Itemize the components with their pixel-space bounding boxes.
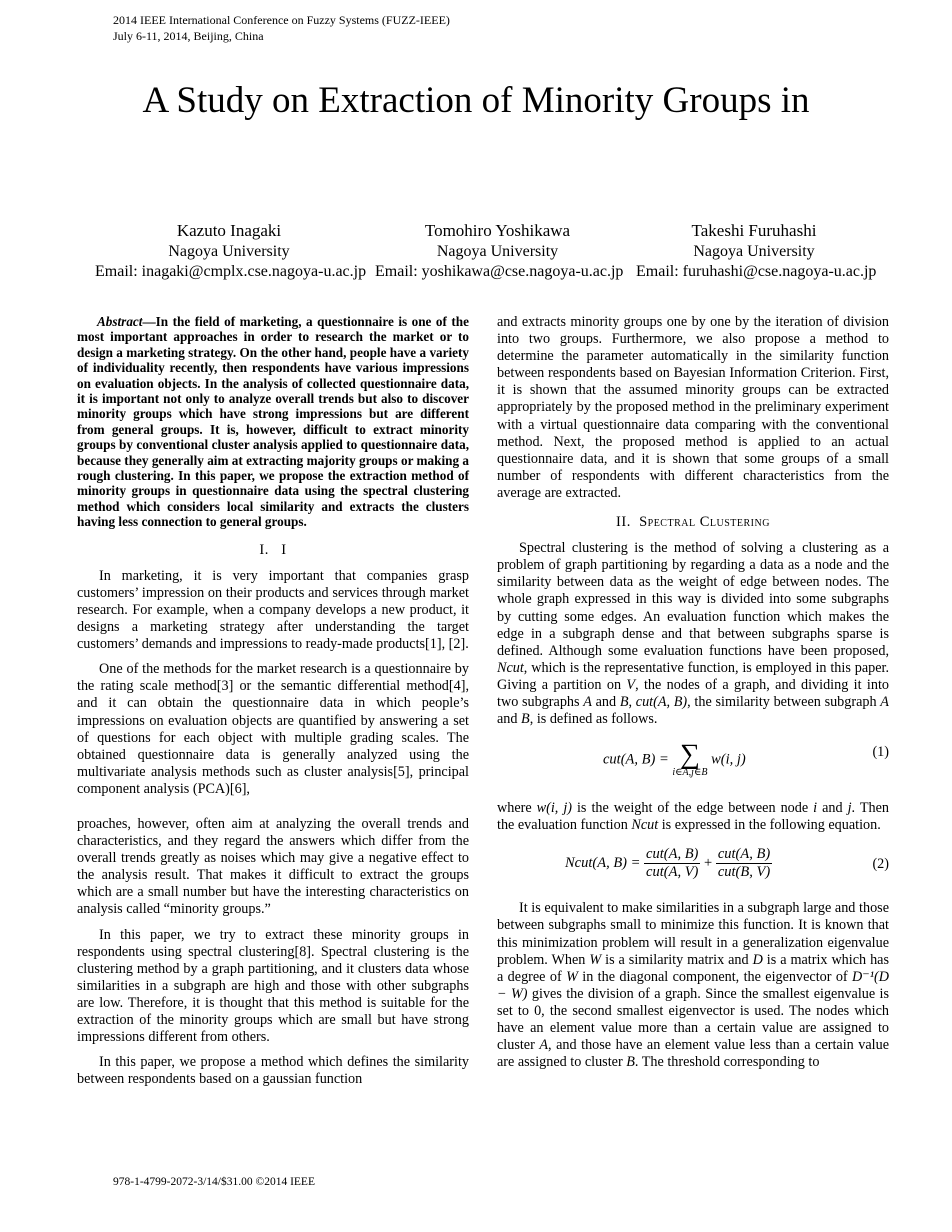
section-1-heading — [77, 542, 469, 559]
eq1-rhs: w(i, j) — [711, 751, 746, 768]
author-email: Email: yoshikawa@cse.nagoya-u.ac.jp — [375, 263, 624, 280]
section-title: I — [281, 541, 287, 558]
author-email: Email: furuhashi@cse.nagoya-u.ac.jp — [636, 263, 877, 280]
paper-title: A Study on Extraction of Minority Groups in — [142, 80, 810, 121]
author-email: Email: inagaki@cmplx.cse.nagoya-u.ac.jp — [95, 263, 367, 280]
author-affiliation: Nagoya University — [693, 243, 815, 260]
equation-2: Ncut(A, B) = $\frac{\text{cut(A, B)}}{\text{cut(A, V)}}$ + $\frac{\text{cut(A, B)}}{\text{cut(B, V)}}$ (2) — [565, 846, 889, 881]
abstract-text: —In the field of marketing, a questionnaire is one of the most important approaches in order to research the market or to design a marketing strategy. On the other hand, people have a variety of individuality recently, then respondents have various impressions on evaluation objects. In the analysis of collected questionnaire data, it is important not only to analyze overall trends but also to discover minority groups which have strong impressions but are different from general groups. It is, however, difficult to extract minority groups by conventional cluster analysis applied to questionnaire data, because they generally aim at extracting majority groups or making a rough clustering. In this paper, we propose the extraction method of minority groups in questionnaire data using the spectral clustering method which considers local similarity and extracts the clusters having less connection to general groups. — [77, 314, 469, 530]
copyright-footer: 978-1-4799-2072-3/14/$31.00 ©2014 IEEE — [113, 1176, 315, 1188]
paragraph: One of the methods for the market research is a questionnaire by the rating scale method[3] or the semantic differential method[4], and it can obtain the questionnaire data in which people’s impressions on evaluation objects are quantified by answering a set of questions for each object with multiple grading scales. The obtained questionnaire data is generally analyzed using the multivariate analysis methods such as cluster analysis[5], principal component analysis (PCA)[6], — [77, 661, 469, 797]
conference-name: 2014 IEEE International Conference on Fuzzy Systems (FUZZ-IEEE) — [113, 13, 450, 27]
paragraph: It is equivalent to make similarities in a subgraph large and those between subgraphs small to minimize this function. It is known that this minimization problem will result in a generalization eigenvalue problem. When W is a similarity matrix and D is a matrix which has a degree of W in the diagonal component, the eigenvector of D⁻¹(D − W) gives the division of a graph. Since the smallest eigenvalue is set to 0, the second smallest eigenvector is used. The nodes which have an element value more than a certain value are assigned to cluster A, and those have an element value less than a certain value are assigned to cluster B. The threshold corresponding to — [497, 900, 890, 1071]
author-3 — [636, 220, 877, 282]
abstract — [77, 314, 469, 530]
right-column — [497, 314, 889, 1079]
author-name: Tomohiro Yoshikawa — [424, 221, 571, 240]
paragraph: In this paper, we propose a method which defines the similarity between respondents based on a gaussian function — [77, 1054, 469, 1088]
author-affiliation: Nagoya University — [168, 243, 290, 260]
sum-symbol: ∑ i∈A,j∈B — [672, 739, 708, 779]
paragraph: and extracts minority groups one by one by the iteration of division into two groups. Furthermore, we also propose a method to determine the parameter automatically in the similarity function between respondents based on Bayesian Information Criterion. First, it is shown that the assumed minority groups can be extracted appropriately by the proposed method in the preliminary experiment with a virtual questionnaire data comparing with the conventional method. Next, the proposed method is applied to an actual questionnaire data, and it is shown that some groups of a small number of respondents with different characteristics from the average are extracted. — [497, 314, 889, 501]
author-name: Takeshi Furuhashi — [691, 221, 817, 240]
eq2-lhs: Ncut(A, B) = — [565, 855, 645, 872]
author-1 — [95, 220, 367, 282]
paragraph: In this paper, we try to extract these minority groups in respondents using spectral clustering[8]. Spectral clustering is the clustering method by a graph partitioning, and it clusters data whose similarities in a subgraph are high and those with other subgraphs are low. Therefore, it is thought that this method is suitable for the extraction of the minority groups which are small but have strong impressions different from others. — [77, 926, 469, 1046]
author-2 — [375, 220, 624, 282]
abstract-label: Abstract — [97, 314, 143, 329]
section-number: I. — [259, 541, 269, 558]
section-2-heading — [497, 514, 889, 531]
paragraph: In marketing, it is very important that companies grasp customers’ impression on their products and services through market research. For example, when a company develops a new product, it designs a marketing strategy after understanding the target customers’ demands and impressions to ready-made products[1], [2]. — [77, 567, 469, 653]
equation-number: (1) — [872, 744, 889, 761]
fraction-1: $\frac{\text{cut(A, B)}}{\text{cut(A, V)}}$ — [646, 846, 699, 881]
eq1-lhs: cut(A, B) = — [603, 751, 673, 768]
conference-date: July 6-11, 2014, Beijing, China — [113, 29, 264, 43]
paragraph: where w(i, j) is the weight of the edge between node i and j. Then the evaluation function Ncut is expressed in the following equation. — [497, 800, 889, 834]
conference-header — [113, 12, 450, 44]
equation-number: (2) — [872, 856, 889, 873]
paragraph: Spectral clustering is the method of solving a clustering as a problem of graph partitioning by regarding a data as a node and the similarity between data as the weight of edge between nodes. The whole graph expressed in this way is divided into some subgraphs by cutting some edges. An evaluation function which makes the edge in a subgraph dense and that between subgraphs sparse is defined. Although some evaluation functions have been proposed, Ncut, which is the representative function, is employed in this paper. Giving a partition on V, the nodes of a graph, and dividing it into two subgraphs A and B, cut(A, B), the similarity between subgraph A and B, is defined as follows. — [497, 540, 889, 728]
equation-1 — [497, 736, 889, 790]
section-title: Spectral Clustering — [639, 514, 770, 531]
author-name: Kazuto Inagaki — [176, 221, 282, 240]
paragraph: proaches, however, often aim at analyzing the overall trends and characteristics, and they regard the answers which differ from the overall trends greatly as noises which may give a negative effect to the analysis result. That makes it difficult to extract the groups which are a small number but have the interesting characteristics on analysis called “minority groups.” — [77, 816, 469, 918]
fraction-2: $\frac{\text{cut(A, B)}}{\text{cut(B, V)}}$ — [717, 846, 771, 881]
section-number: II. — [616, 514, 631, 531]
author-affiliation: Nagoya University — [436, 243, 559, 260]
left-column — [77, 314, 469, 1096]
